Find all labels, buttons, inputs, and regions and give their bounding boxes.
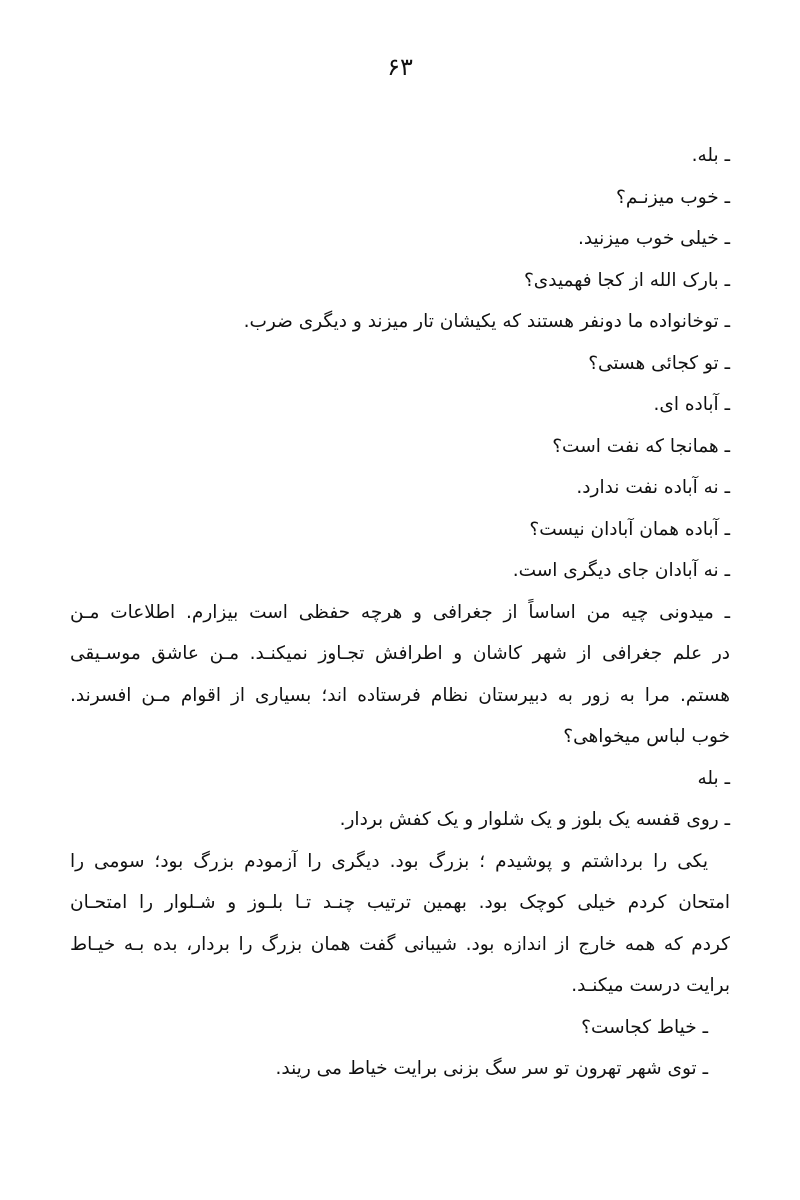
dialogue-line: ـ تو کجائی هستی؟ bbox=[588, 352, 730, 374]
page-body bbox=[70, 135, 730, 1090]
paragraph-line: کردم که همه خارج از اندازه بود. شیبانی گفت همان بزرگ را بردار، بده بـه خیـاط bbox=[70, 933, 730, 955]
dialogue-line: ـ بارک الله از کجا فهمیدی؟ bbox=[523, 269, 730, 291]
paragraph-line: خوب لباس میخواهی؟ bbox=[563, 726, 730, 747]
dialogue-line: ـ روی قفسه یک بلوز و یک شلوار و یک کفش بردار. bbox=[339, 809, 730, 830]
paragraph-geography bbox=[70, 592, 730, 758]
dialogue-line: ـ نه آباده نفت ندارد. bbox=[576, 477, 730, 498]
dialogue-line: ـ خوب میزنـم؟ bbox=[616, 186, 730, 208]
dialogue-line: ـ آباده ای. bbox=[653, 394, 730, 415]
paragraph-line: یکی را برداشتم و پوشیدم ؛ بزرگ بود. دیگری را آزمودم بزرگ بود؛ سومی را bbox=[70, 850, 708, 872]
paragraph-line: امتحان کردم خیلی کوچک بود. بهمین ترتیب چنـد تـا بلـوز و شـلوار را امتحـان bbox=[70, 892, 730, 913]
dialogue-line: ـ همانجا که نفت است؟ bbox=[552, 435, 730, 457]
paragraph-line: ـ میدونی چیه من اساساً از جغرافی و هرچه حفظی است بیزارم. اطلاعات مـن bbox=[70, 601, 730, 623]
dialogue-line: ـ خیلی خوب میزنید. bbox=[577, 228, 730, 249]
dialogue-line: ـ آباده همان آبادان نیست؟ bbox=[529, 518, 730, 540]
dialogue-line: ـ نه آبادان جای دیگری است. bbox=[512, 560, 730, 581]
page-number: ۶۳ bbox=[387, 53, 413, 81]
dialogue-line: ـ خیاط کجاست؟ bbox=[581, 1016, 708, 1038]
dialogue-line: ـ توخانواده ما دونفر هستند که یکیشان تار میزند و دیگری ضرب. bbox=[243, 311, 730, 332]
dialogue-line: ـ توی شهر تهرون تو سر سگ بزنی برایت خیاط می ریند. bbox=[275, 1058, 708, 1079]
paragraph-clothes bbox=[70, 841, 730, 1007]
paragraph-line: برایت درست میکنـد. bbox=[571, 975, 730, 996]
dialogue-line: ـ بله bbox=[697, 767, 730, 789]
paragraph-line: هستم. مرا به زور به دبیرستان نظام فرستاده اند؛ بسیاری از اقوام مـن افسرند. bbox=[70, 684, 730, 706]
paragraph-line: در علم جغرافی از شهر کاشان و اطرافش تجـاوز نمیکنـد. مـن عاشق موسـیقی bbox=[70, 643, 730, 664]
dialogue-line: ـ بله. bbox=[691, 145, 730, 166]
